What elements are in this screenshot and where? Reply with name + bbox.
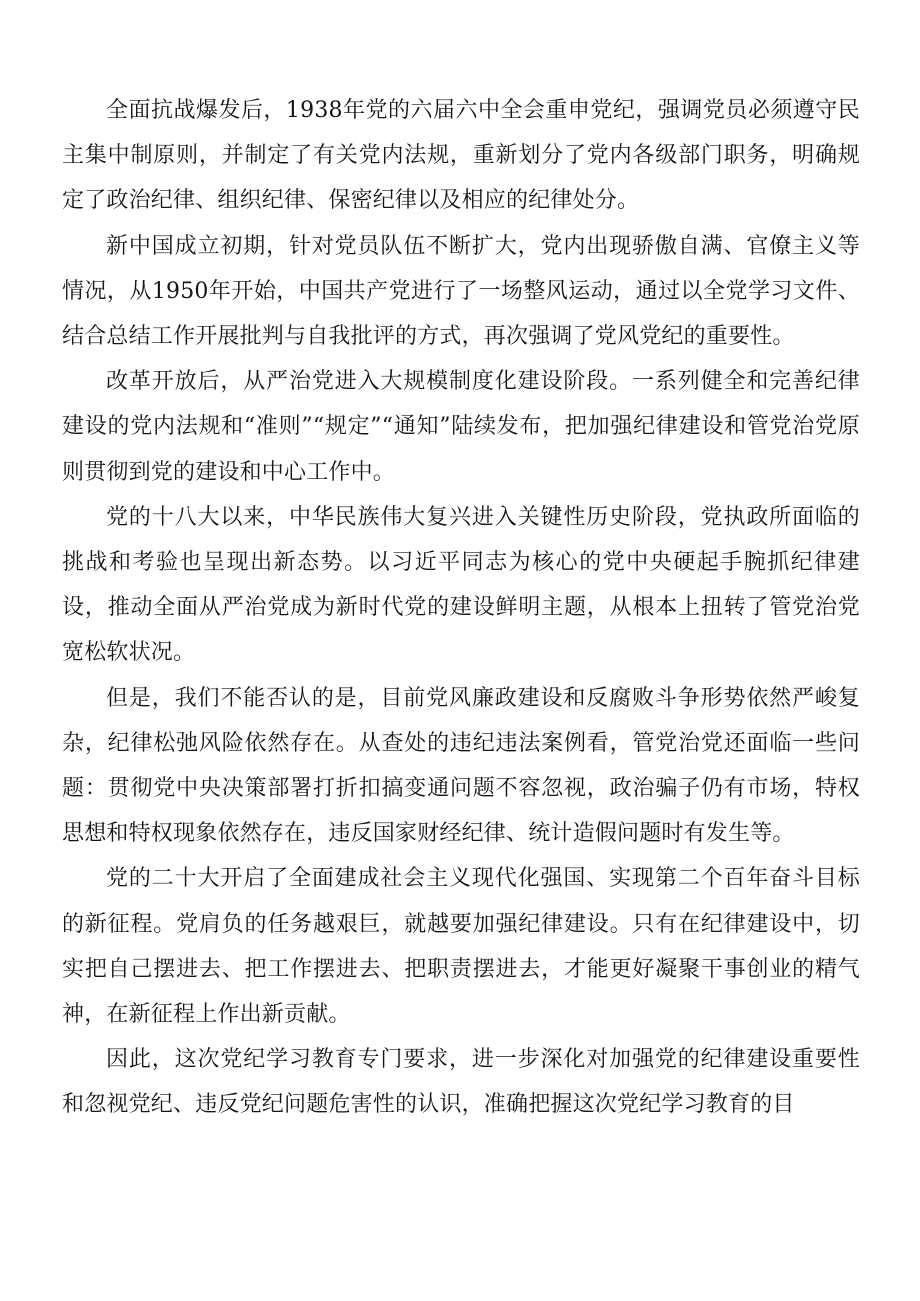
paragraph-early-prc-rectification: 新中国成立初期，针对党员队伍不断扩大，党内出现骄傲自满、官僚主义等情况，从1950年开始，中国共产党进行了一场整风运动，通过以全党学习文件、结合总结工作开展批判与自我批评的方式，再次强调了党风党纪的重要性。 (62, 233, 860, 350)
paragraph-current-challenges: 但是，我们不能否认的是，目前党风廉政建设和反腐败斗争形势依然严峻复杂，纪律松弛风险依然存在。从查处的违纪违法案例看，管党治党还面临一些问题：贯彻党中央决策部署打折扣搞变通问题不容忽视，政治骗子仍有市场，特权思想和特权现象依然存在，违反国家财经纪律、统计造假问题时有发生等。 (62, 685, 860, 847)
paragraph-education-requirement: 因此，这次党纪学习教育专门要求，进一步深化对加强党的纪律建设重要性和忽视党纪、违反党纪问题危害性的认识，准确把握这次党纪学习教育的目 (62, 1047, 860, 1118)
document-body (62, 88, 860, 1128)
paragraph-18th-congress: 党的十八大以来，中华民族伟大复兴进入关键性历史阶段，党执政所面临的挑战和考验也呈现出新态势。以习近平同志为核心的党中央硬起手腕抓纪律建设，推动全面从严治党成为新时代党的建设鲜明主题，从根本上扭转了管党治党宽松软状况。 (62, 504, 860, 666)
paragraph-reform-era: 改革开放后，从严治党进入大规模制度化建设阶段。一系列健全和完善纪律建设的党内法规和“准则”“规定”“通知”陆续发布，把加强纪律建设和管党治党原则贯彻到党的建设和中心工作中。 (62, 369, 860, 485)
paragraph-wartime-discipline: 全面抗战爆发后，1938年党的六届六中全会重申党纪，强调党员必须遵守民主集中制原则，并制定了有关党内法规，重新划分了党内各级部门职务，明确规定了政治纪律、组织纪律、保密纪律以及相应的纪律处分。 (62, 98, 860, 214)
paragraph-20th-congress: 党的二十大开启了全面建成社会主义现代化强国、实现第二个百年奋斗目标的新征程。党肩负的任务越艰巨，就越要加强纪律建设。只有在纪律建设中，切实把自己摆进去、把工作摆进去、把职责摆进去，才能更好凝聚干事创业的精气神，在新征程上作出新贡献。 (62, 866, 860, 1028)
